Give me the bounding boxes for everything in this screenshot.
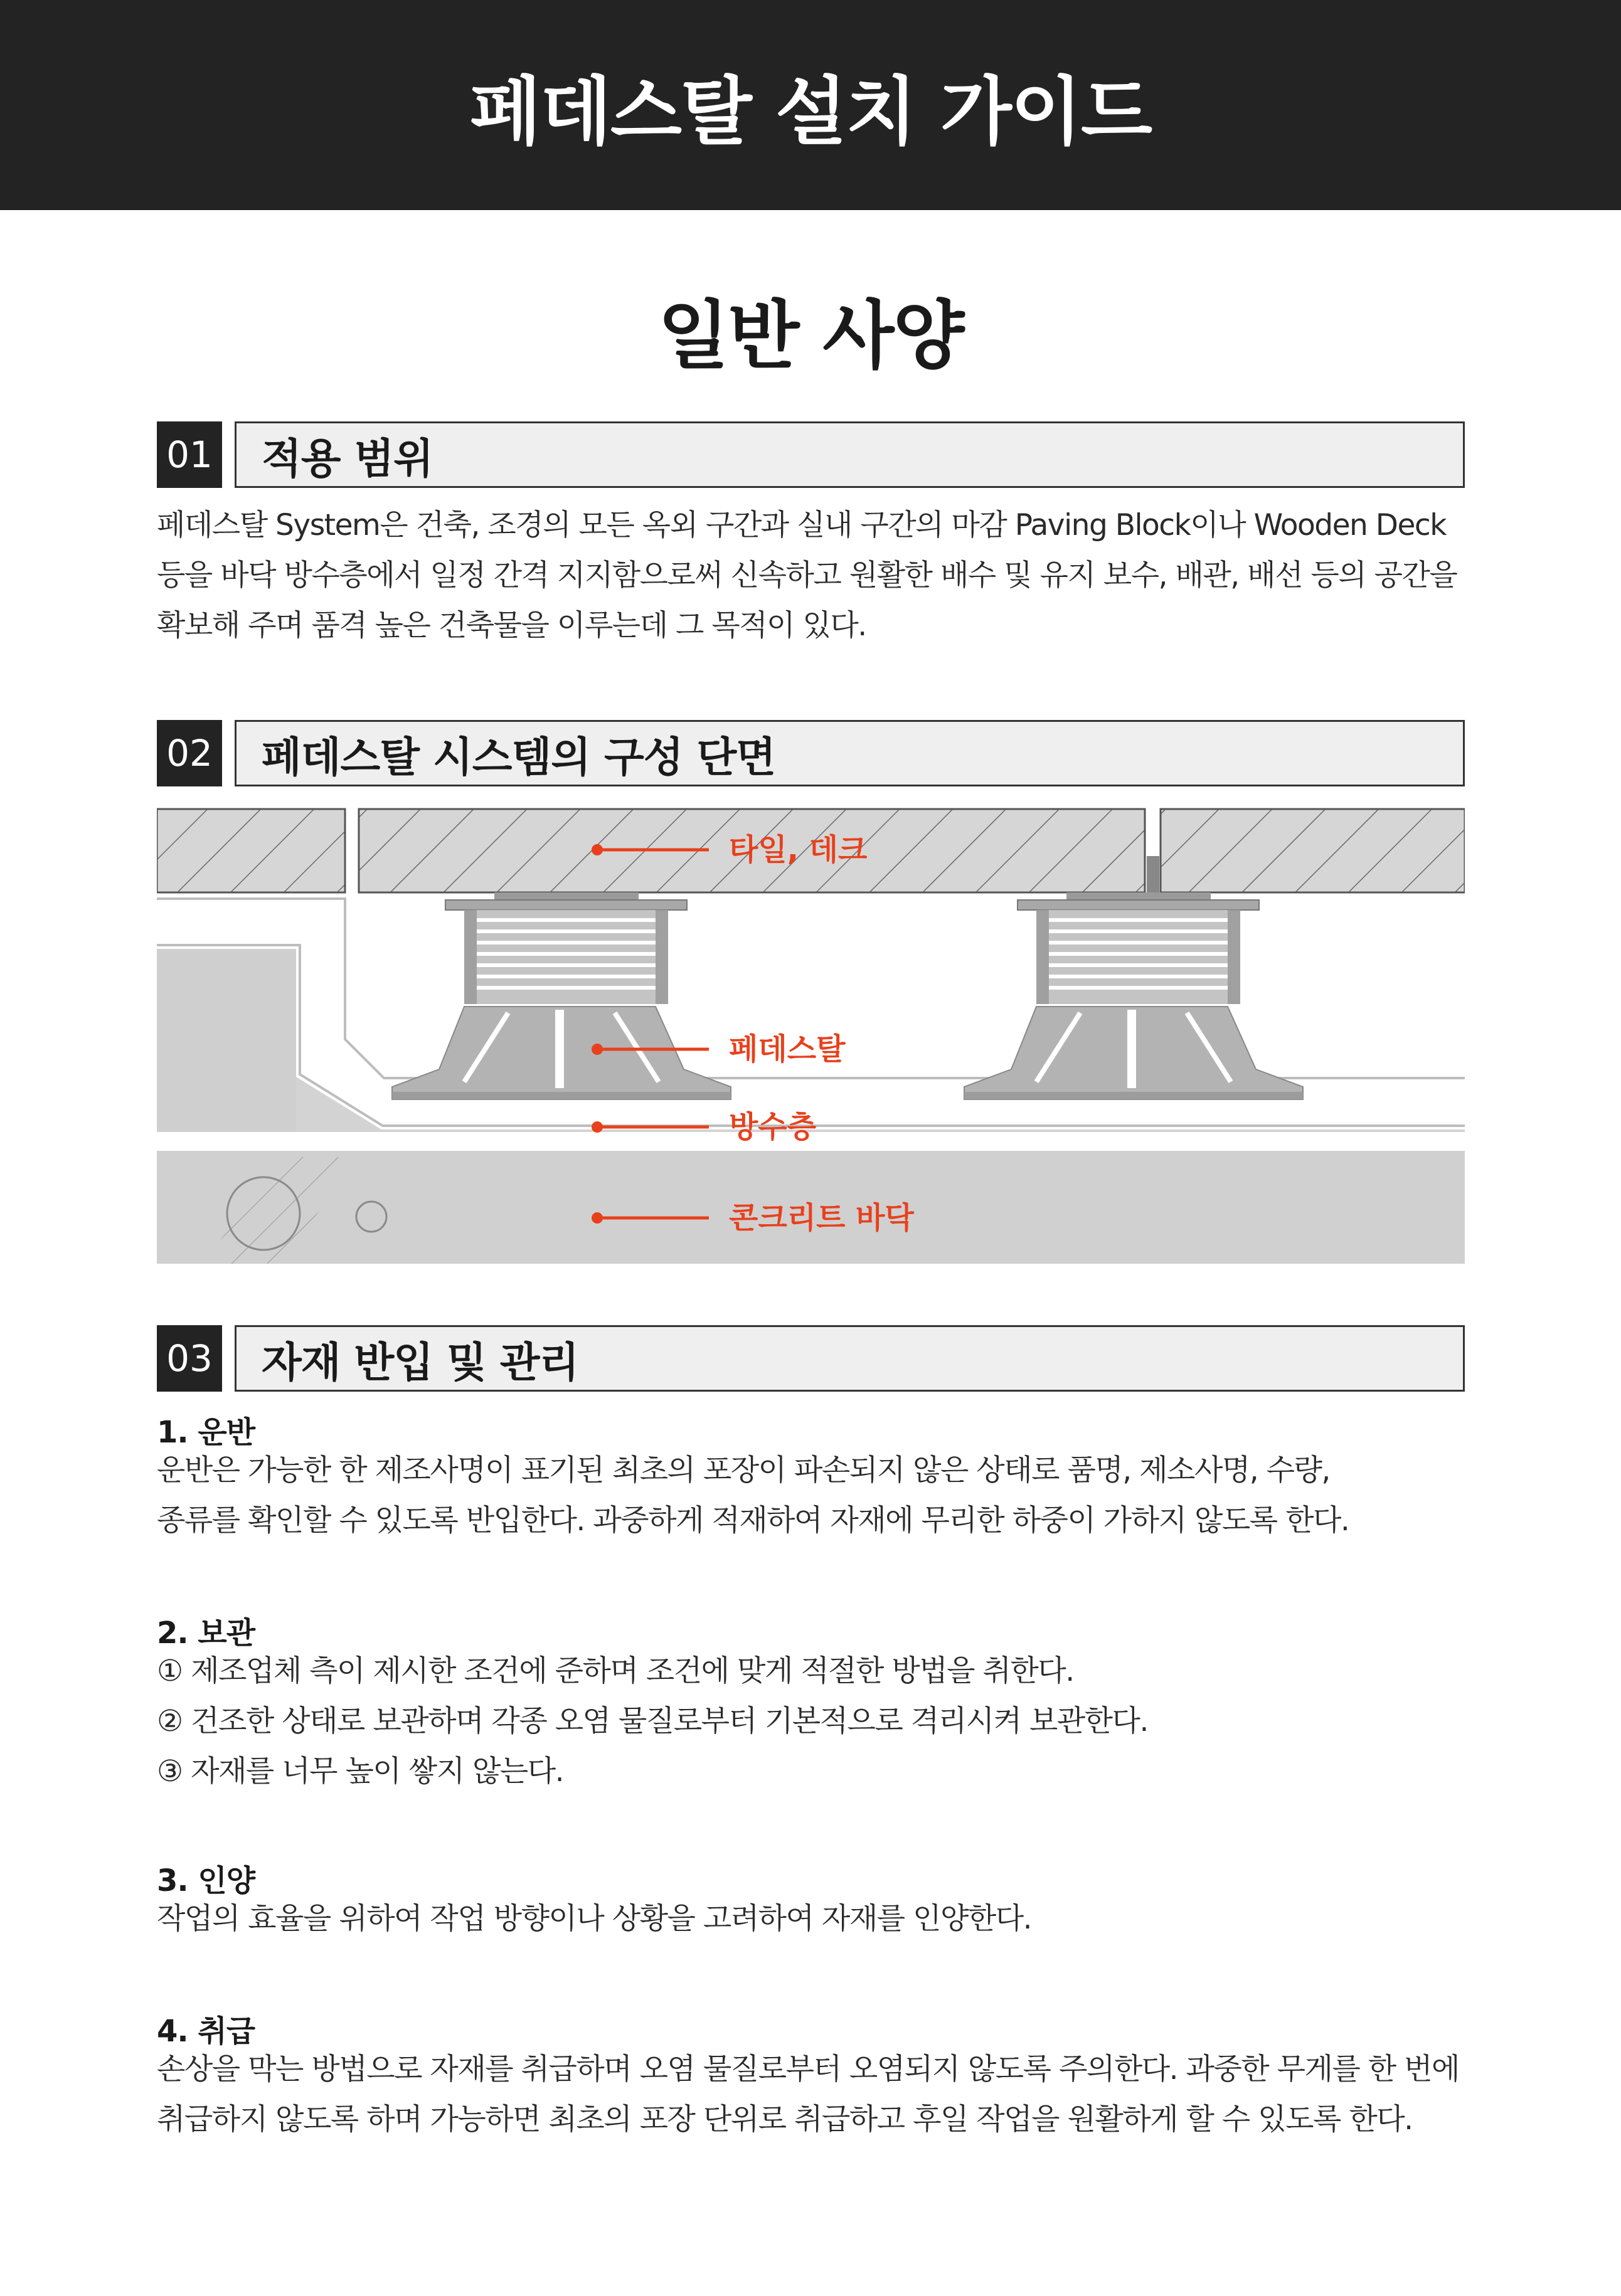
body-line: 등을 바닥 방수층에서 일정 간격 지지함으로써 신속하고 원활한 배수 및 유지 보수, 배관, 배선 등의 공간을 — [157, 558, 1457, 593]
subsection-heading: 4. 취급 — [157, 2014, 255, 2049]
page-subtitle: 일반 사양 — [657, 292, 964, 379]
label-pedestal: 페데스탈 — [729, 1032, 846, 1067]
section-title: 페데스탈 시스템의 구성 단면 — [235, 720, 1465, 786]
section-title: 적용 범위 — [235, 421, 1465, 488]
label-concrete-floor: 콘크리트 바닥 — [729, 1200, 914, 1235]
tile-block — [1161, 809, 1465, 892]
pedestal-left — [392, 892, 731, 1099]
section-01-header — [157, 421, 1465, 488]
subsection-heading: 2. 보관 — [157, 1616, 255, 1651]
section-03-header — [157, 1325, 1465, 1392]
body-line: 종류를 확인할 수 있도록 반입한다. 과중하게 적재하여 자재에 무리한 하중이 가하지 않도록 한다. — [157, 1503, 1349, 1538]
subsection-heading: 1. 운반 — [157, 1415, 255, 1450]
section-01-body — [157, 500, 1474, 651]
body-line: ① 제조업체 측이 제시한 조건에 준하며 조건에 맞게 적절한 방법을 취한다. — [157, 1654, 1074, 1688]
tile-spacer — [1147, 856, 1159, 894]
section-number: 03 — [157, 1325, 222, 1392]
body-line: 페데스탈 System은 건축, 조경의 모든 옥외 구간과 실내 구간의 마감 Paving Block이나 Wooden Deck — [157, 508, 1446, 542]
page-title: 페데스탈 설치 가이드 — [469, 68, 1152, 155]
pedestal-right — [964, 892, 1303, 1099]
section-title: 자재 반입 및 관리 — [235, 1325, 1465, 1392]
body-line: 작업의 효율을 위하여 작업 방향이나 상황을 고려하여 자재를 인양한다. — [157, 1902, 1032, 1936]
pedestal-cross-section-diagram — [157, 806, 1465, 1264]
subsection-heading: 3. 인양 — [157, 1863, 255, 1898]
body-line: ② 건조한 상태로 보관하며 각종 오염 물질로부터 기본적으로 격리시켜 보관한다. — [157, 1704, 1148, 1738]
body-line: 손상을 막는 방법으로 자재를 취급하며 오염 물질로부터 오염되지 않도록 주의한다. 과중한 무게를 한 번에 — [157, 2052, 1459, 2087]
body-line: 취급하지 않도록 하며 가능하면 최초의 포장 단위로 취급하고 후일 작업을 원활하게 할 수 있도록 한다. — [157, 2102, 1413, 2137]
body-line: 확보해 주며 품격 높은 건축물을 이루는데 그 목적이 있다. — [157, 608, 866, 643]
subsection-body — [157, 1446, 1474, 1546]
section-number: 01 — [157, 421, 222, 488]
body-line: ③ 자재를 너무 높이 쌓지 않는다. — [157, 1754, 564, 1789]
section-02-header — [157, 720, 1465, 786]
subsection-body — [157, 2045, 1474, 2145]
label-tile-deck: 타일, 데크 — [729, 832, 868, 867]
label-waterproof: 방수층 — [729, 1109, 817, 1145]
header-bar — [0, 0, 1621, 210]
subsection-body — [157, 1646, 1474, 1797]
body-line: 운반은 가능한 한 제조사명이 표기된 최초의 포장이 파손되지 않은 상태로 품명, 제소사명, 수량, — [157, 1453, 1330, 1488]
subsection-body — [157, 1894, 1474, 1944]
tile-block — [157, 809, 345, 892]
section-number: 02 — [157, 720, 222, 786]
